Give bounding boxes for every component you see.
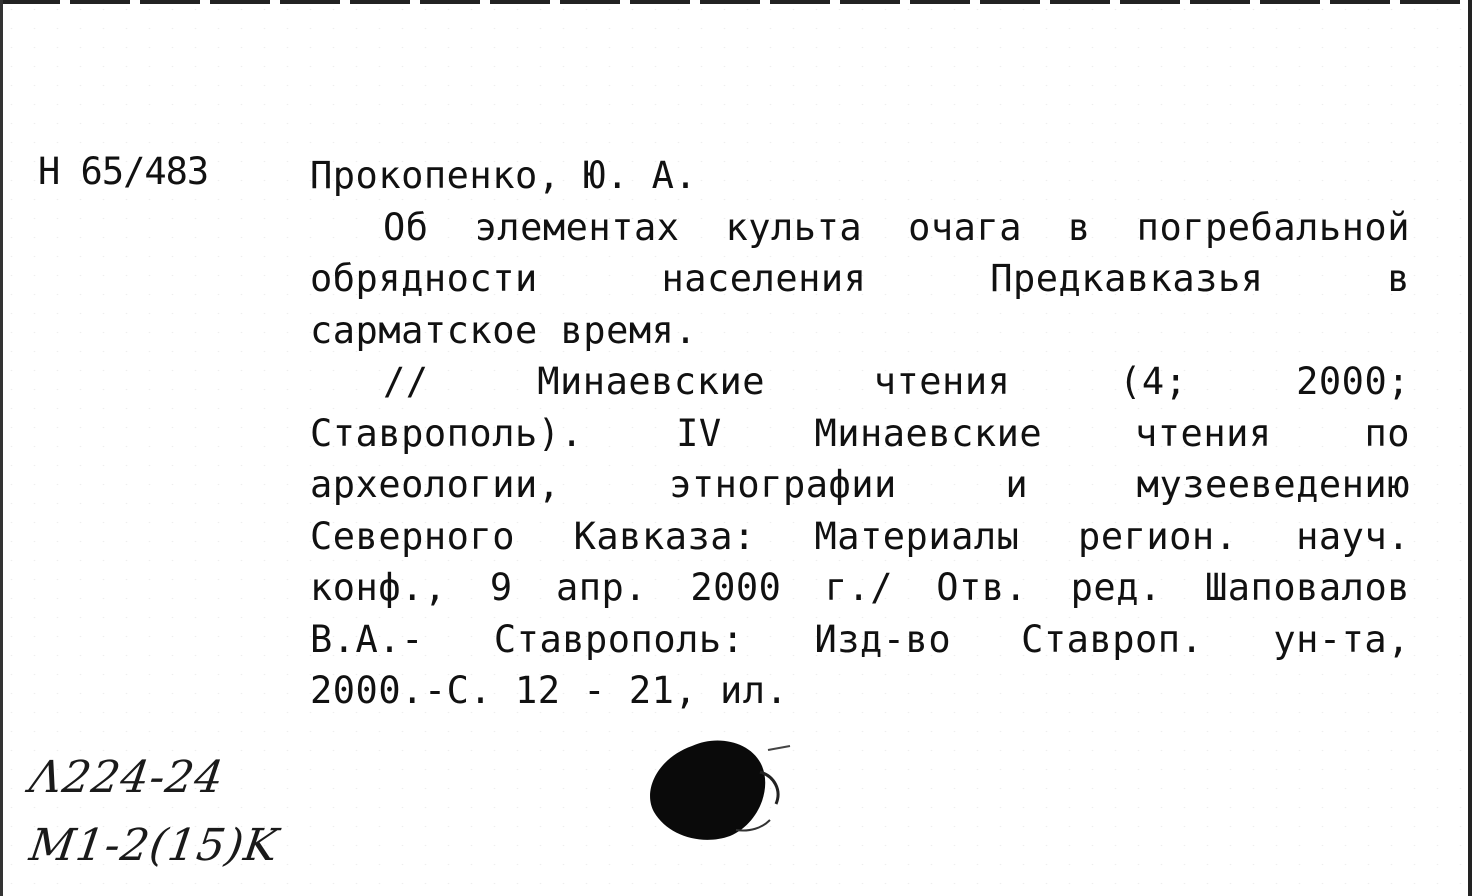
ink-blot-icon [640,732,810,852]
handwritten-call-number: Λ224-24 [26,752,228,803]
title-line: сарматское время. [310,308,698,352]
shelf-mark: Н 65/483 [38,150,209,193]
source-line: археологии, этнографии и музееведению [310,463,1410,506]
source-line: конф., 9 апр. 2000 г./ Отв. ред. Шаповалов [310,566,1410,609]
title-line: Об элементах культа очага в погребальной [383,205,1410,249]
card-right-edge [1468,0,1472,896]
source-line: Северного Кавказа: Материалы регион. науч. [310,514,1410,558]
source-line: // Минаевские чтения (4; 2000; [383,360,1410,403]
bibliographic-entry [310,150,1410,717]
source-line: 2000.-С. 12 - 21, ил. [310,669,789,712]
card-top-edge [0,0,1472,4]
source-line: Ставрополь). IV Минаевские чтения по [310,411,1410,455]
source-line: В.А.- Ставрополь: Изд-во Ставроп. ун-та, [310,617,1410,661]
author-line: Прокопенко, Ю. А. [310,154,698,197]
handwritten-classification: M1-2(15)K [26,820,282,871]
title-line: обрядности населения Предкавказья в [310,257,1410,300]
card-left-edge [0,0,3,896]
